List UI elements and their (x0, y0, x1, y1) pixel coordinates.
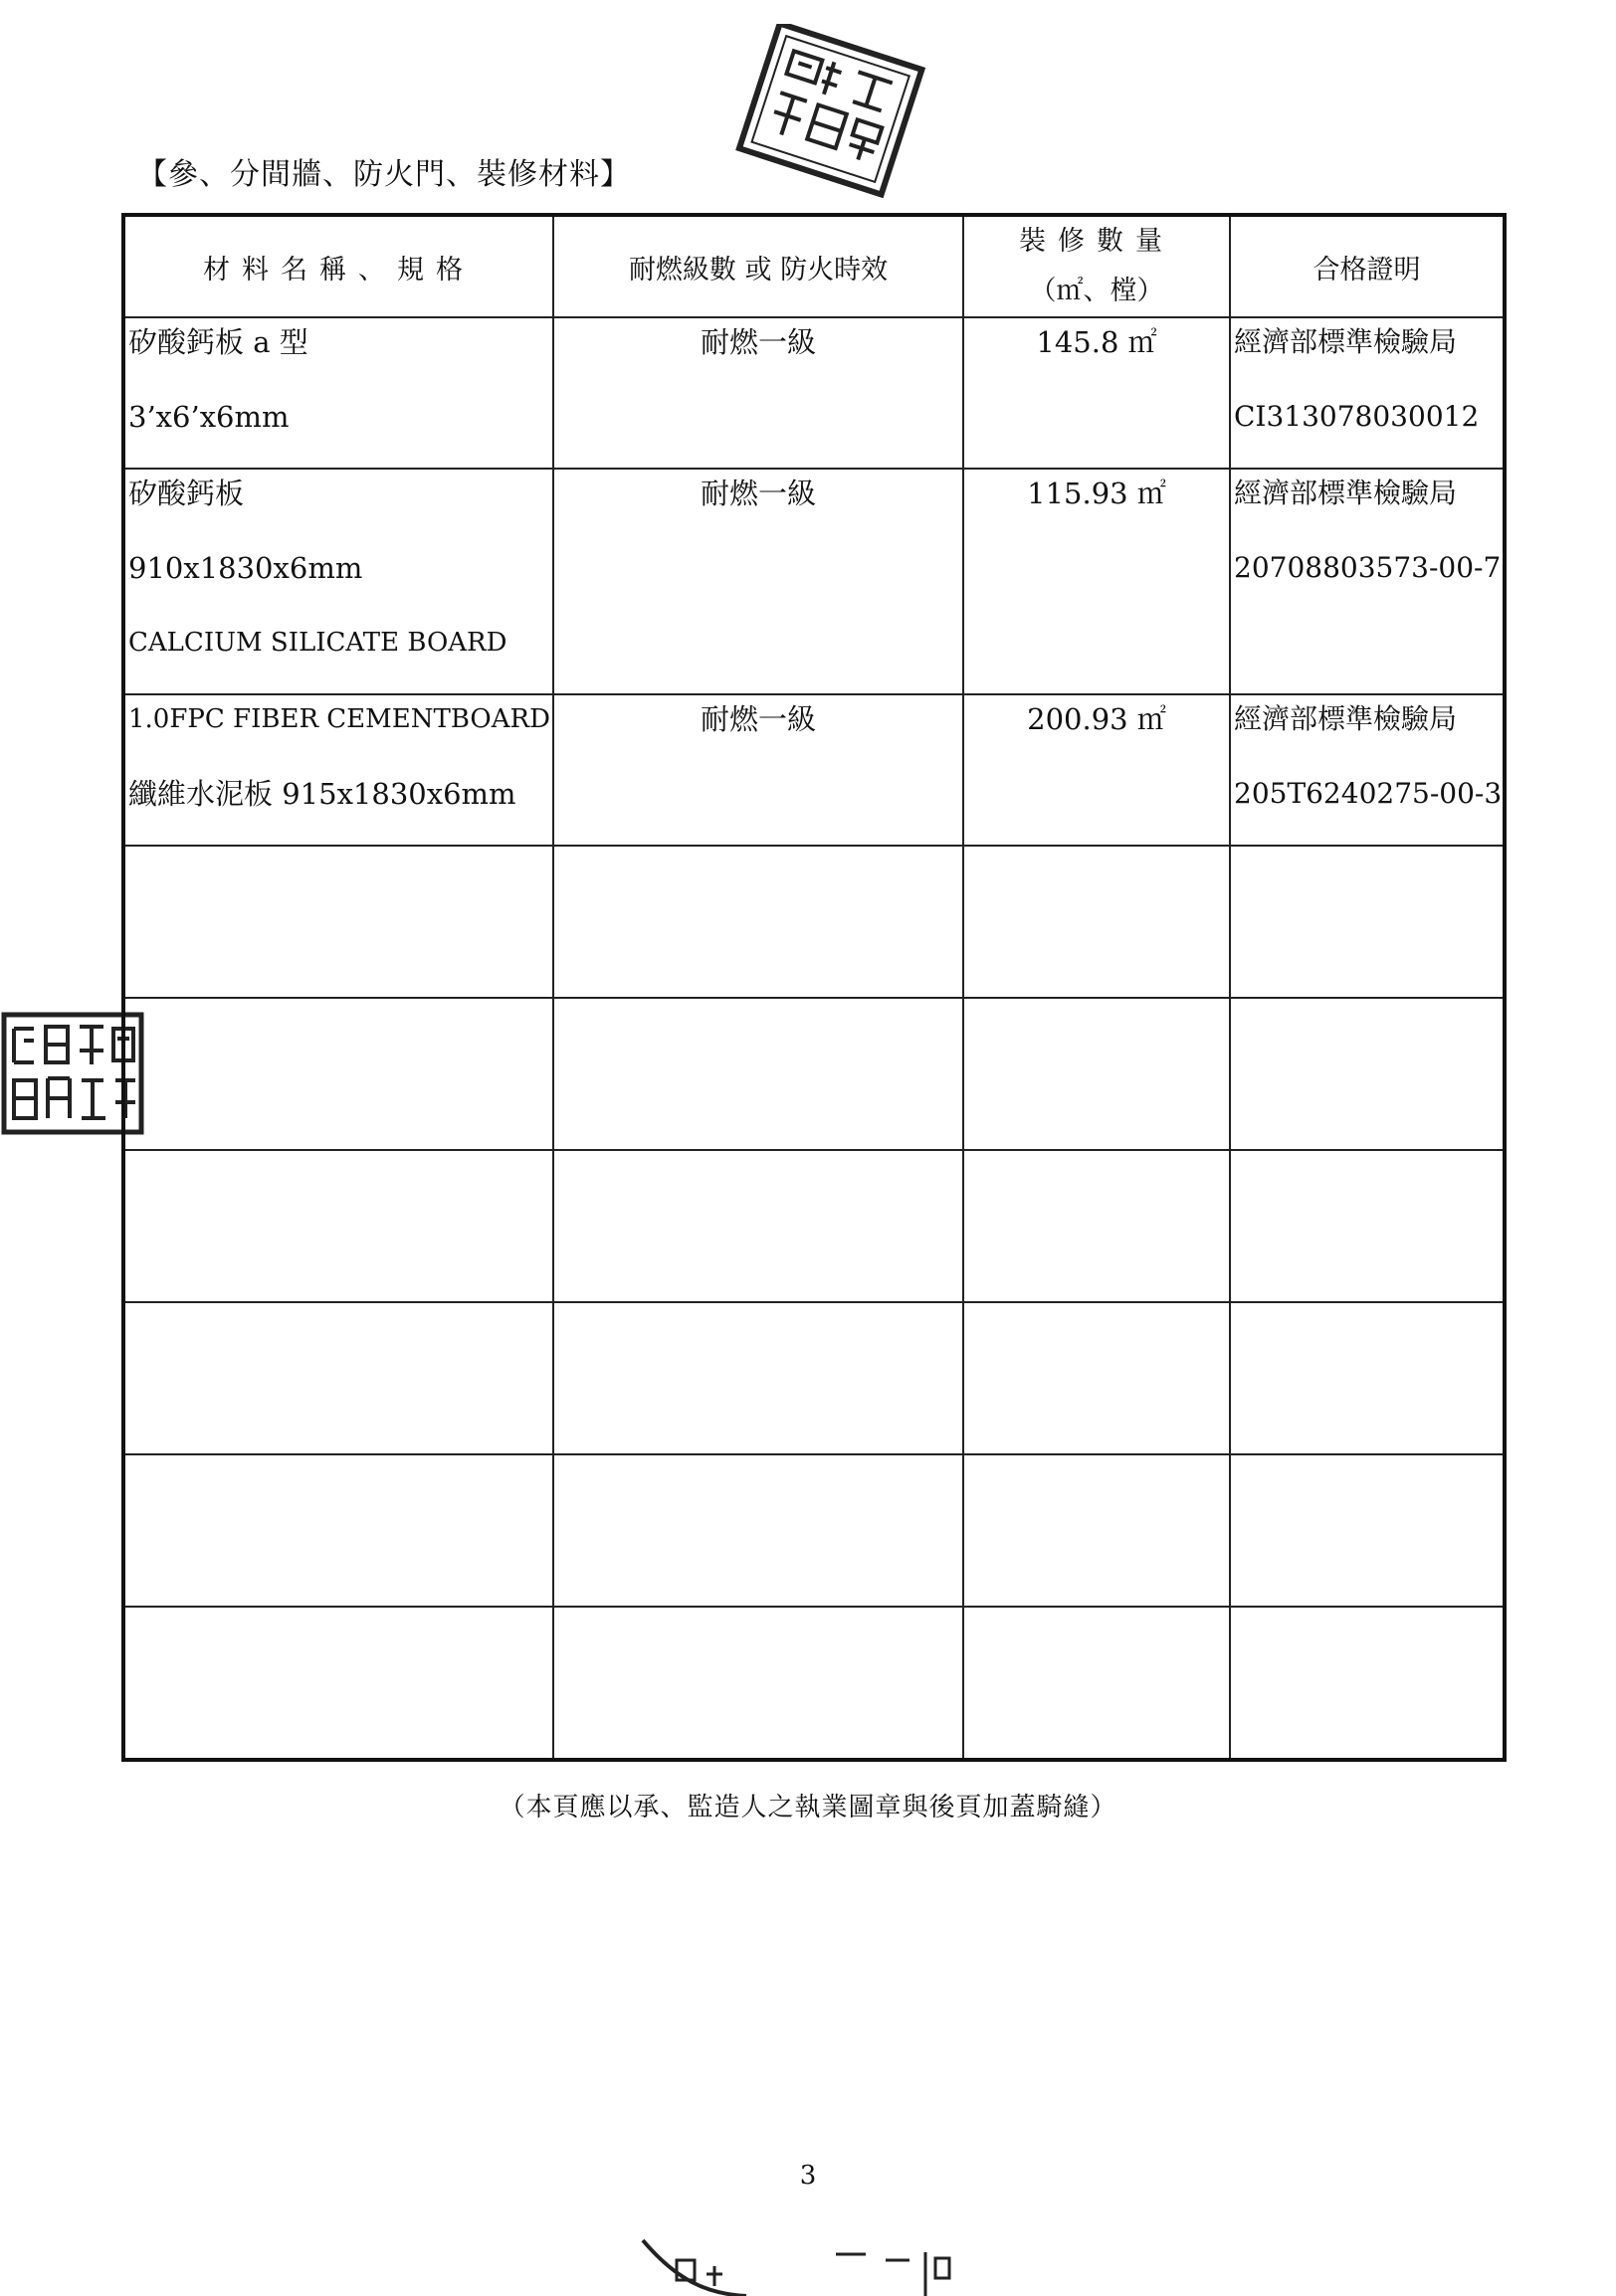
empty-table-row (123, 846, 1505, 998)
certificate-issuer: 經濟部標準檢驗局 (1234, 702, 1458, 735)
empty-cell (553, 998, 963, 1150)
material-spec-line: 纖維水泥板 915x1830x6mm (128, 777, 516, 811)
material-english-name-line: 1.0FPC FIBER CEMENTBOARD (128, 704, 550, 734)
empty-cell (553, 1454, 963, 1607)
empty-cell (123, 1607, 553, 1760)
page-number: 3 (799, 2161, 817, 2191)
empty-cell (963, 1607, 1230, 1760)
empty-table-row (123, 998, 1505, 1150)
fire-rating-value: 耐燃一級 (700, 477, 816, 510)
certificate-number: 20708803573-00-7 (1234, 551, 1502, 584)
empty-cell (123, 1150, 553, 1302)
material-name-cell (123, 694, 553, 846)
empty-cell (1230, 1454, 1505, 1607)
material-name-cell (123, 469, 553, 694)
table-row (123, 469, 1505, 694)
empty-cell (1230, 1302, 1505, 1454)
header-certificate: 合格證明 (1230, 215, 1505, 317)
certificate-number: 205T6240275-00-3 (1234, 777, 1503, 810)
header-material-name-spec: 材料名稱、規格 (123, 215, 553, 317)
empty-cell (553, 1150, 963, 1302)
empty-cell (553, 1302, 963, 1454)
header-quantity-title: 裝修數量 (1019, 226, 1174, 257)
empty-cell (963, 1302, 1230, 1454)
header-fire-rating: 耐燃級數 或 防火時效 (553, 215, 963, 317)
empty-cell (123, 1302, 553, 1454)
empty-cell (553, 846, 963, 998)
empty-cell (1230, 846, 1505, 998)
table-row (123, 694, 1505, 846)
fire-rating-cell (553, 469, 963, 694)
page-footnote: （本頁應以承、監造人之執業圖章與後頁加蓋騎縫） (499, 1793, 1117, 1822)
header-quantity (963, 215, 1230, 317)
section-heading: 【參、分間牆、防火門、裝修材料】 (137, 157, 631, 192)
table-header-row (123, 215, 1505, 317)
empty-cell (963, 998, 1230, 1150)
quantity-cell (963, 694, 1230, 846)
certificate-number: CI313078030012 (1234, 400, 1480, 433)
seal-stamp-bottom (637, 2230, 975, 2296)
empty-cell (553, 1607, 963, 1760)
material-name-cell (123, 317, 553, 469)
certificate-cell (1230, 317, 1505, 469)
fire-rating-cell (553, 694, 963, 846)
certificate-issuer: 經濟部標準檢驗局 (1234, 325, 1458, 358)
certificate-cell (1230, 469, 1505, 694)
material-name-line: 矽酸鈣板 a 型 (128, 325, 308, 359)
empty-table-row (123, 1150, 1505, 1302)
header-quantity-unit: （㎡、樘） (1029, 276, 1164, 306)
empty-table-row (123, 1302, 1505, 1454)
material-name-line: 矽酸鈣板 (128, 477, 245, 510)
empty-cell (123, 998, 553, 1150)
material-spec-line: 3’x6’x6mm (128, 400, 290, 434)
empty-cell (1230, 1150, 1505, 1302)
empty-cell (963, 846, 1230, 998)
empty-cell (963, 1150, 1230, 1302)
empty-cell (123, 846, 553, 998)
quantity-value: 145.8 ㎡ (1036, 325, 1157, 359)
quantity-cell (963, 317, 1230, 469)
table-row (123, 317, 1505, 469)
quantity-cell (963, 469, 1230, 694)
fire-rating-value: 耐燃一級 (700, 702, 816, 736)
certificate-issuer: 經濟部標準檢驗局 (1234, 477, 1458, 509)
materials-table (121, 213, 1507, 1762)
fire-rating-cell (553, 317, 963, 469)
empty-table-row (123, 1607, 1505, 1760)
empty-table-row (123, 1454, 1505, 1607)
quantity-value: 115.93 ㎡ (1027, 477, 1166, 510)
quantity-value: 200.93 ㎡ (1027, 702, 1166, 736)
seal-stamp-top (714, 24, 935, 203)
certificate-cell (1230, 694, 1505, 846)
empty-cell (123, 1454, 553, 1607)
empty-cell (963, 1454, 1230, 1607)
empty-cell (1230, 1607, 1505, 1760)
material-english-name-line: CALCIUM SILICATE BOARD (128, 628, 507, 658)
material-spec-line: 910x1830x6mm (128, 551, 363, 585)
fire-rating-value: 耐燃一級 (700, 325, 816, 359)
empty-cell (1230, 998, 1505, 1150)
